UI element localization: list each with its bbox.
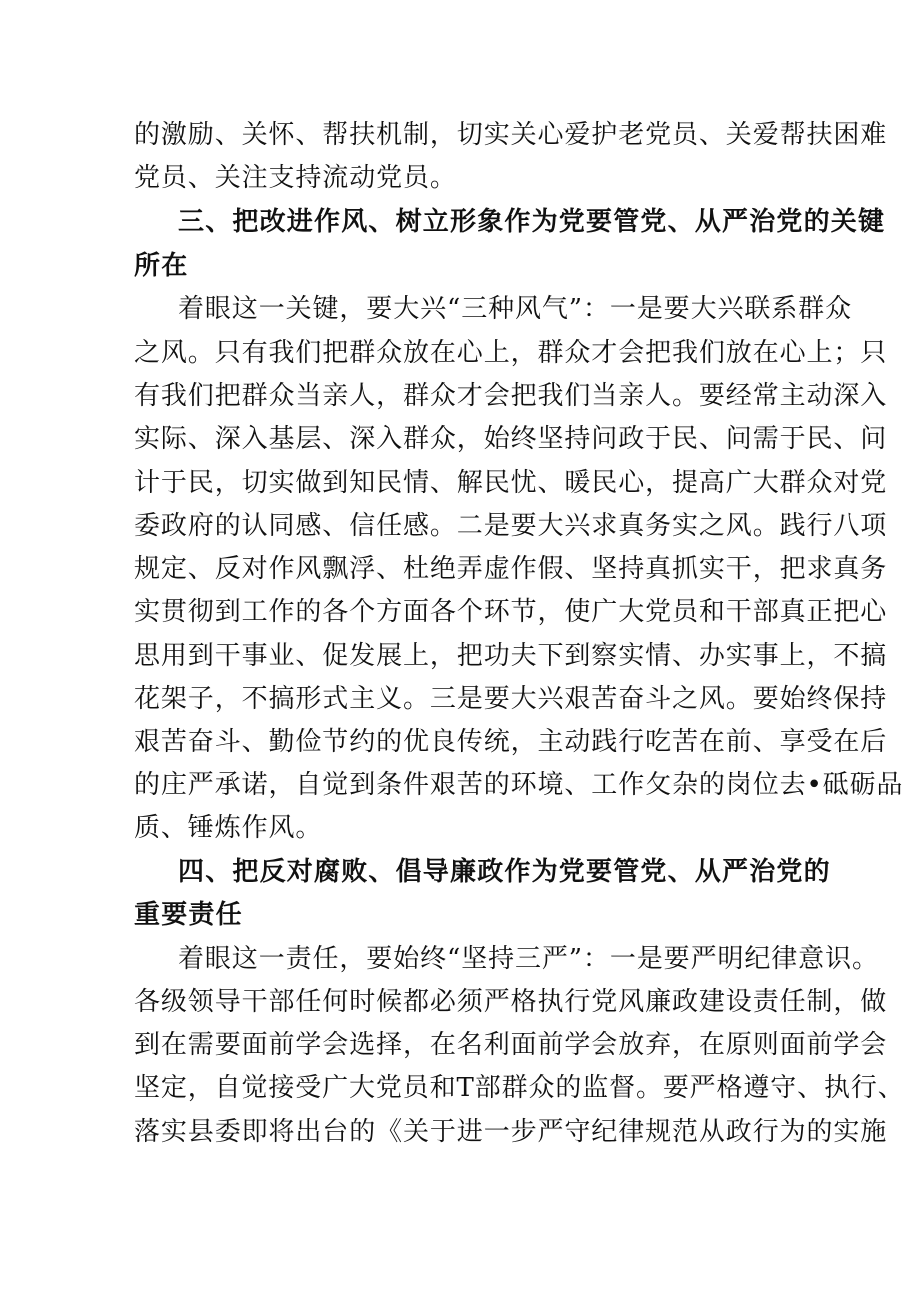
body-line: 思用到干事业、促发展上，把功夫下到察实情、办实事上，不搞 xyxy=(134,641,888,671)
body-line: 到在需要面前学会选择，在名利面前学会放弃，在原则面前学会 xyxy=(134,1030,888,1060)
body-line: 质、锤炼作风。 xyxy=(134,813,323,843)
body-line: 坚定，自觉接受广大党员和T部群众的监督。要严格遵守、执行、 xyxy=(134,1073,905,1103)
section-heading-3-cont: 所在 xyxy=(134,251,189,281)
body-line: 之风。只有我们把群众放在心上，群众才会把我们放在心上；只 xyxy=(134,338,888,368)
body-line: 党员、关注支持流动党员。 xyxy=(134,163,457,193)
body-line: 各级领导干部任何时候都必须严格执行党风廉政建设责任制，做 xyxy=(134,987,888,1017)
paragraph-start: 着眼这一关键，要大兴“三种风气”：一是要大兴联系群众 xyxy=(178,294,852,324)
body-line: 实贯彻到工作的各个方面各个环节，使广大党员和干部真正把心 xyxy=(134,597,888,627)
body-line: 的庄严承诺，自觉到条件艰苦的环境、工作攵杂的岗位去•砥砺品 xyxy=(134,770,904,800)
paragraph-start: 着眼这一责任，要始终“坚持三严”：一是要严明纪律意识。 xyxy=(178,944,879,974)
section-heading-4: 四、把反对腐败、倡导廉政作为党要管党、从严治党的 xyxy=(178,857,831,887)
section-heading-3: 三、把改进作风、树立形象作为党要管党、从严治党的关键 xyxy=(178,207,886,237)
body-line: 的激励、关怀、帮扶机制，切实关心爱护老党员、关爱帮扶困难 xyxy=(134,120,888,150)
body-line: 实际、深入基层、深入群众，始终坚持问政于民、问需于民、问 xyxy=(134,424,888,454)
body-line: 规定、反对作风飘浮、杜绝弄虚作假、坚持真抓实干，把求真务 xyxy=(134,554,888,584)
body-line: 有我们把群众当亲人，群众才会把我们当亲人。要经常主动深入 xyxy=(134,381,888,411)
section-heading-4-cont: 重要责任 xyxy=(134,900,243,930)
body-line: 落实县委即将出台的《关于进一步严守纪律规范从政行为的实施 xyxy=(134,1117,888,1147)
body-line: 花架子，不搞形式主义。三是要大兴艰苦奋斗之风。要始终保持 xyxy=(134,684,888,714)
body-line: 委政府的认同感、信任感。二是要大兴求真务实之风。践行八项 xyxy=(134,511,888,541)
body-line: 计于民，切实做到知民情、解民忧、暖民心，提高广大群众对党 xyxy=(134,468,888,498)
body-line: 艰苦奋斗、勤俭节约的优良传统，主动践行吃苦在前、享受在后 xyxy=(134,727,888,757)
